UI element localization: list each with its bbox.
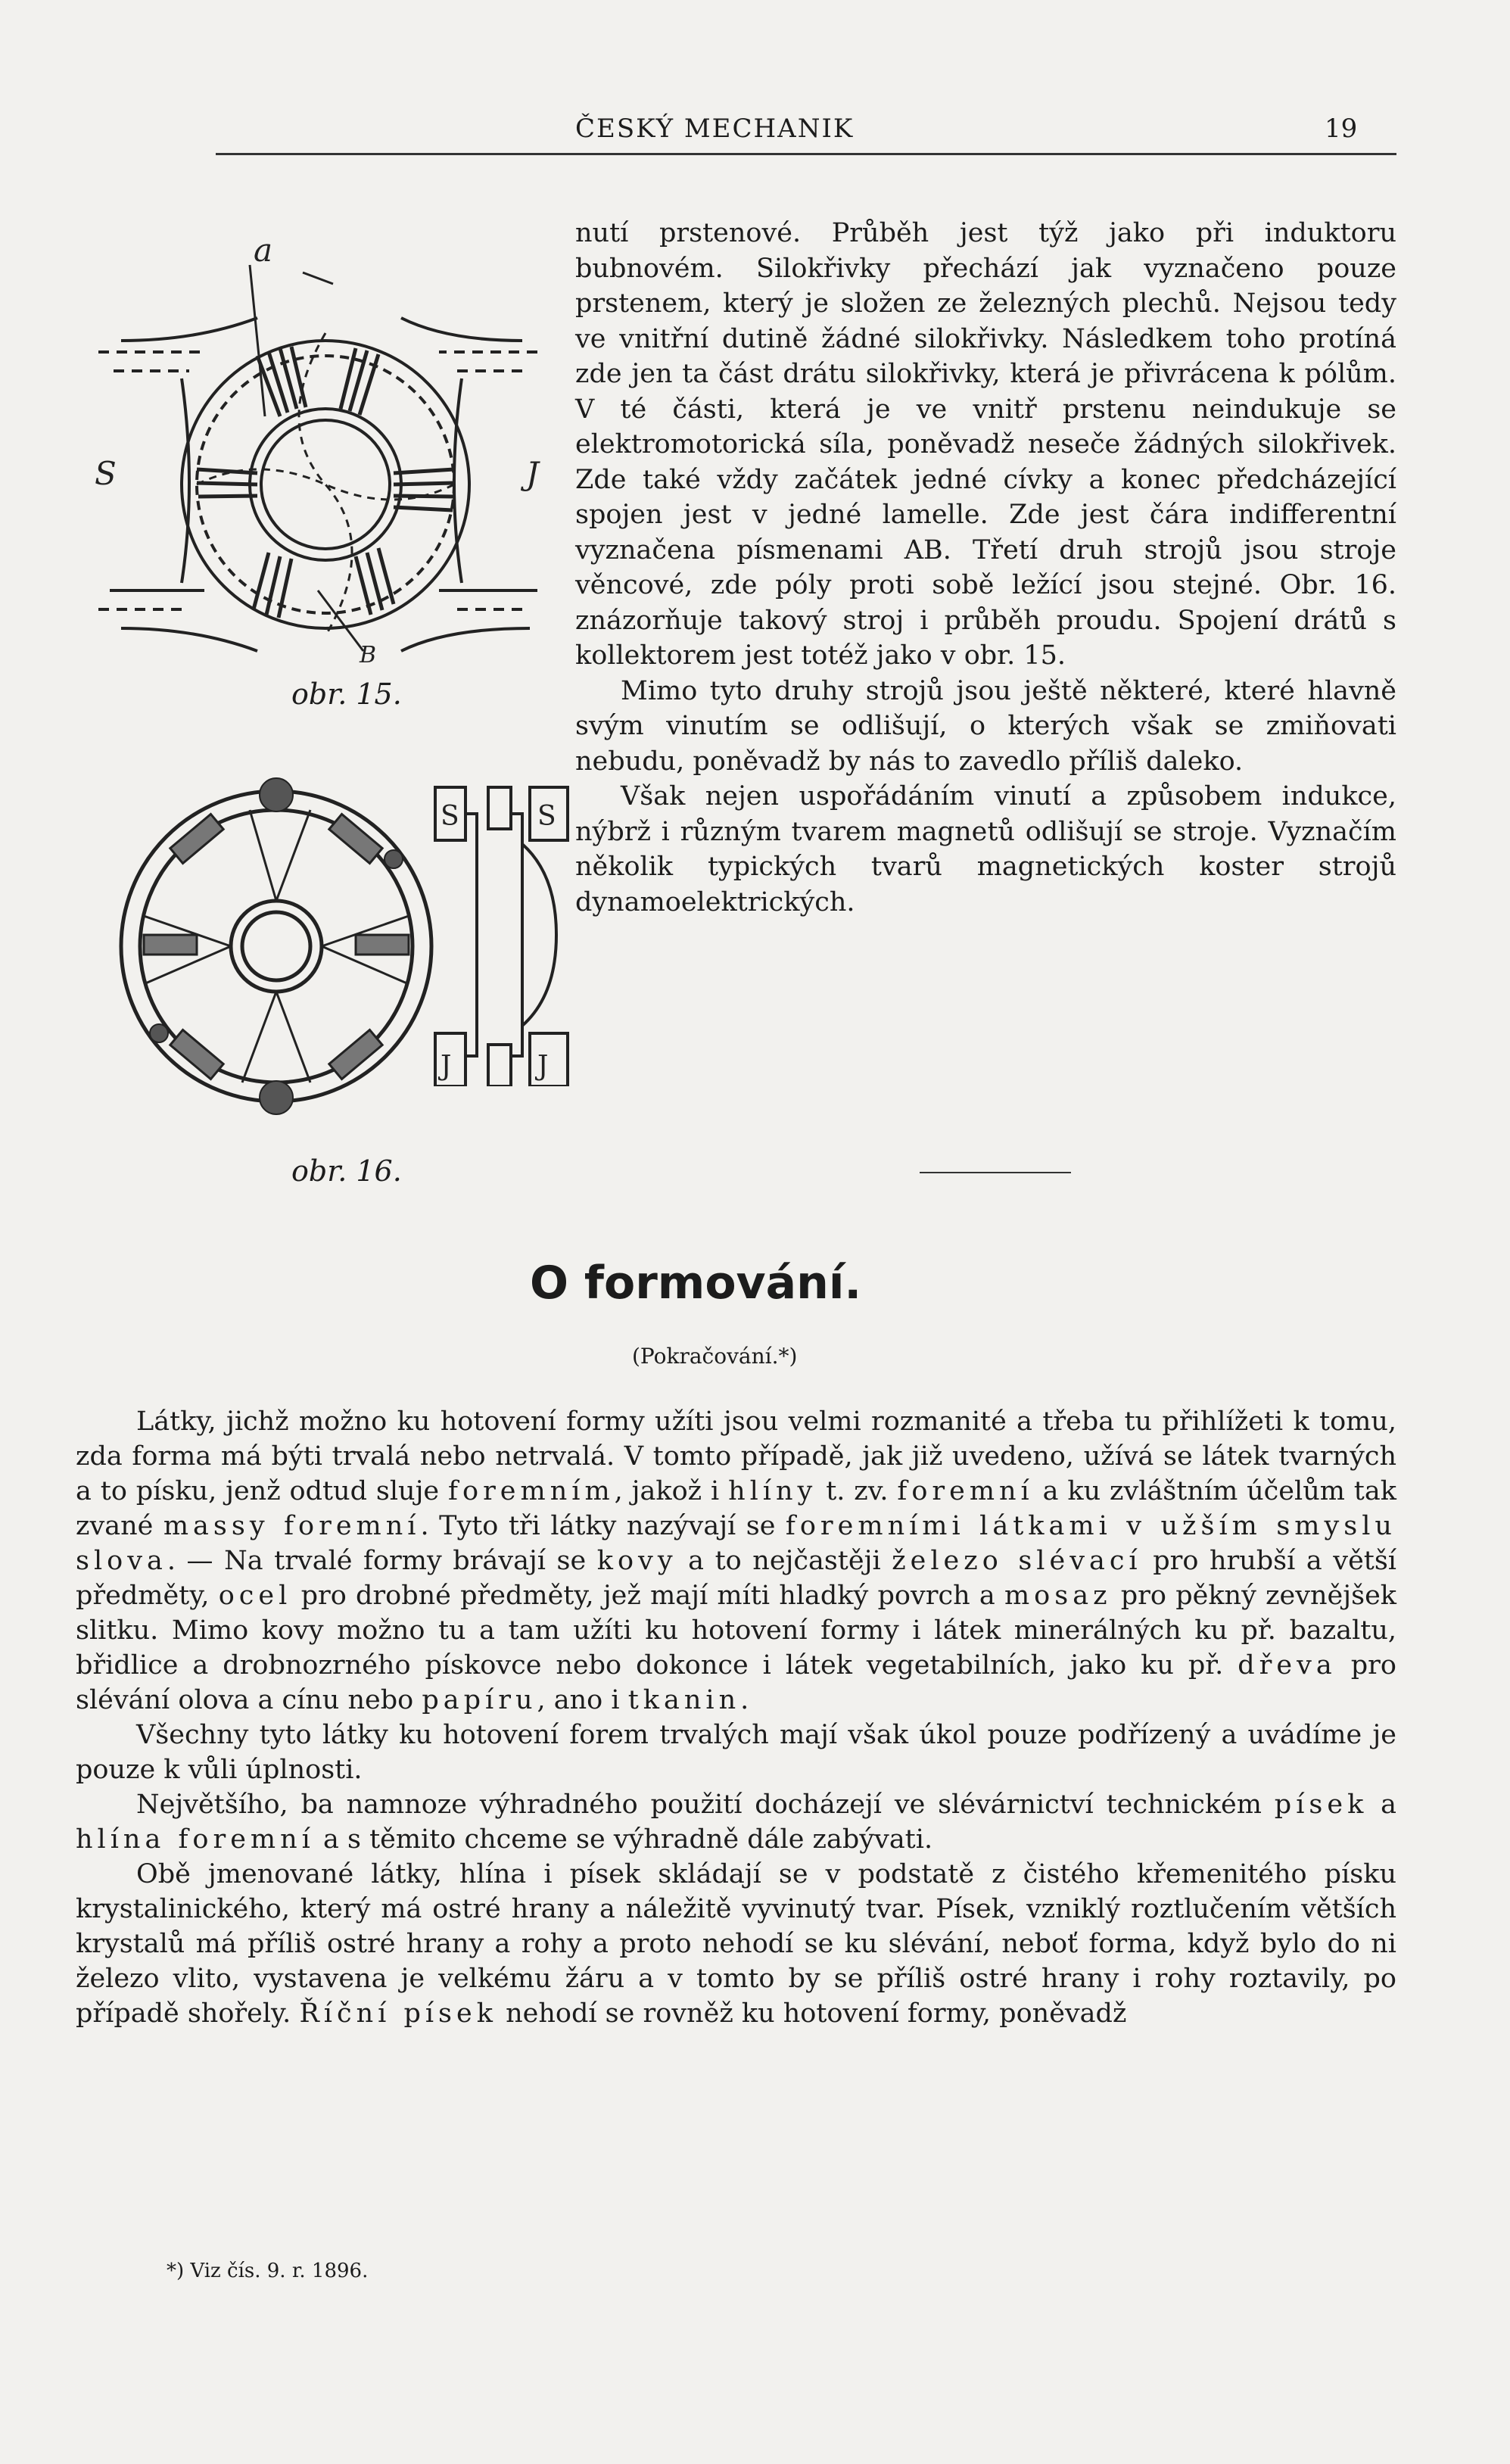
column-paragraph: Však nejen uspořádáním vinutí a způsobem indukce, nýbrž i různým tvarem magnetů odlišují se stroje. Vyznačím několik typických tvarů magnetických koster strojů dynamoelektrických. (575, 781, 1396, 917)
figure-16-label-s2: S (537, 801, 556, 832)
figure-15-ring-armature (83, 227, 553, 712)
right-column-text (575, 216, 1396, 920)
figure-16-label-s1: S (441, 801, 459, 832)
footnote: *) Viz čís. 9. r. 1896. (167, 2260, 369, 2282)
figure-16-magnet-section (431, 783, 575, 1086)
running-title: ČESKÝ MECHANIK (575, 114, 855, 144)
body-paragraph: Všechny tyto látky ku hotovení forem trvalých mají však úkol pouze podřízený a uvádíme je pouze k vůli úplnosti. (76, 1720, 1396, 1785)
section-divider (920, 1172, 1071, 1173)
figure-15-label-a: a (254, 232, 273, 269)
figure-15-label-b: B (360, 642, 377, 668)
arrow-icon (303, 273, 333, 284)
column-paragraph: Mimo tyto druhy strojů jsou ještě některé, které hlavně svým vinutím se odlišují, o kterých však se zmiňovati nebudu, poněvadž by nás to zavedlo příliš daleko. (575, 675, 1396, 777)
page-number: 19 (1325, 114, 1358, 144)
article-body (76, 1404, 1396, 2031)
body-paragraph: Největšího, ba namnoze výhradného použití docházejí ve slévárnictví technickém písek a hlína foremní a s těmito chceme se výhradně dále zabývati. (76, 1790, 1396, 1855)
column-paragraph: nutí prstenové. Průběh jest týž jako při induktoru bubnovém. Silokřivky přechází jak vyznačeno pouze prstenem, který je složen ze železných plechů. Nejsou tedy ve vnitřní dutině žádné silokřivky. Následkem toho protíná zde jen ta část drátu silokřivky, která je přivrácena k pólům. V té části, která je ve vnitř prstenu neindukuje se elektromotorická síla, poněvadž neseče žádných silokřivek. Zde také vždy začátek jedné cívky a konec předcházející spojen jest v jedné lamelle. Zde jest čára indifferentní vyznačena písmenami AB. Třetí druh strojů jsou stroje věncové, zde póly proti sobě ležící jsou stejné. Obr. 16. znázorňuje takový stroj i průběh proudu. Spojení drátů s kollektorem jest totéž jako v obr. 15. (575, 218, 1396, 671)
header-rule (216, 153, 1396, 155)
section-heading: O formování. (530, 1257, 862, 1310)
figure-16-drum-ring (114, 765, 439, 1120)
figure-15-caption: obr. 15. (291, 678, 402, 711)
figure-16-caption: obr. 16. (291, 1154, 402, 1188)
body-paragraph: Obě jmenované látky, hlína i písek skládají se v podstatě z čistého křemenitého písku krystalinického, který má ostré hrany a náležitě vyvinutý tvar. Písek, vzniklý roztlučením větších krystalů má příliš ostré hrany a rohy a proto nehodí se ku slévání, neboť forma, když bylo do ni železo vlito, vystavena je velkému žáru a v tomto by se příliš ostré hrany i rohy roztavily, po případě shořely. Říční písek nehodí se rovněž ku hotovení formy, poněvadž (76, 1859, 1396, 2029)
figure-15-label-j: J (526, 455, 539, 492)
continuation-note: (Pokračování.*) (632, 1344, 798, 1369)
figure-15-label-s: S (95, 455, 117, 492)
body-paragraph: Látky, jichž možno ku hotovení formy užíti jsou velmi rozmanité a třeba tu přihlížeti k tomu, zda forma má býti trvalá nebo netrvalá. V tomto případě, jak již uvedeno, užívá se látek tvarných a to písku, jenž odtud sluje foremním, jakož i hlíny t. zv. foremní a ku zvláštním účelům tak zvané massy foremní. Tyto tři látky nazývají se foremními látkami v užším smyslu slova. — Na trvalé formy brávají se kovy a to nejčastěji železo slévací pro hrubší a větší předměty, ocel pro drobné předměty, jež mají míti hladký povrch a mosaz pro pěkný zevnějšek slitku. Mimo kovy možno tu a tam užíti ku hotovení formy i látek minerálných ku př. bazaltu, břidlice a drobnozrného pískovce nebo dokonce i látek vegetabilních, jako ku př. dřeva pro slévání olova a cínu nebo papíru, ano i tkanin. (76, 1406, 1397, 1715)
figure-16-label-j1: J (441, 1051, 452, 1082)
figure-16-label-j2: J (537, 1051, 549, 1082)
